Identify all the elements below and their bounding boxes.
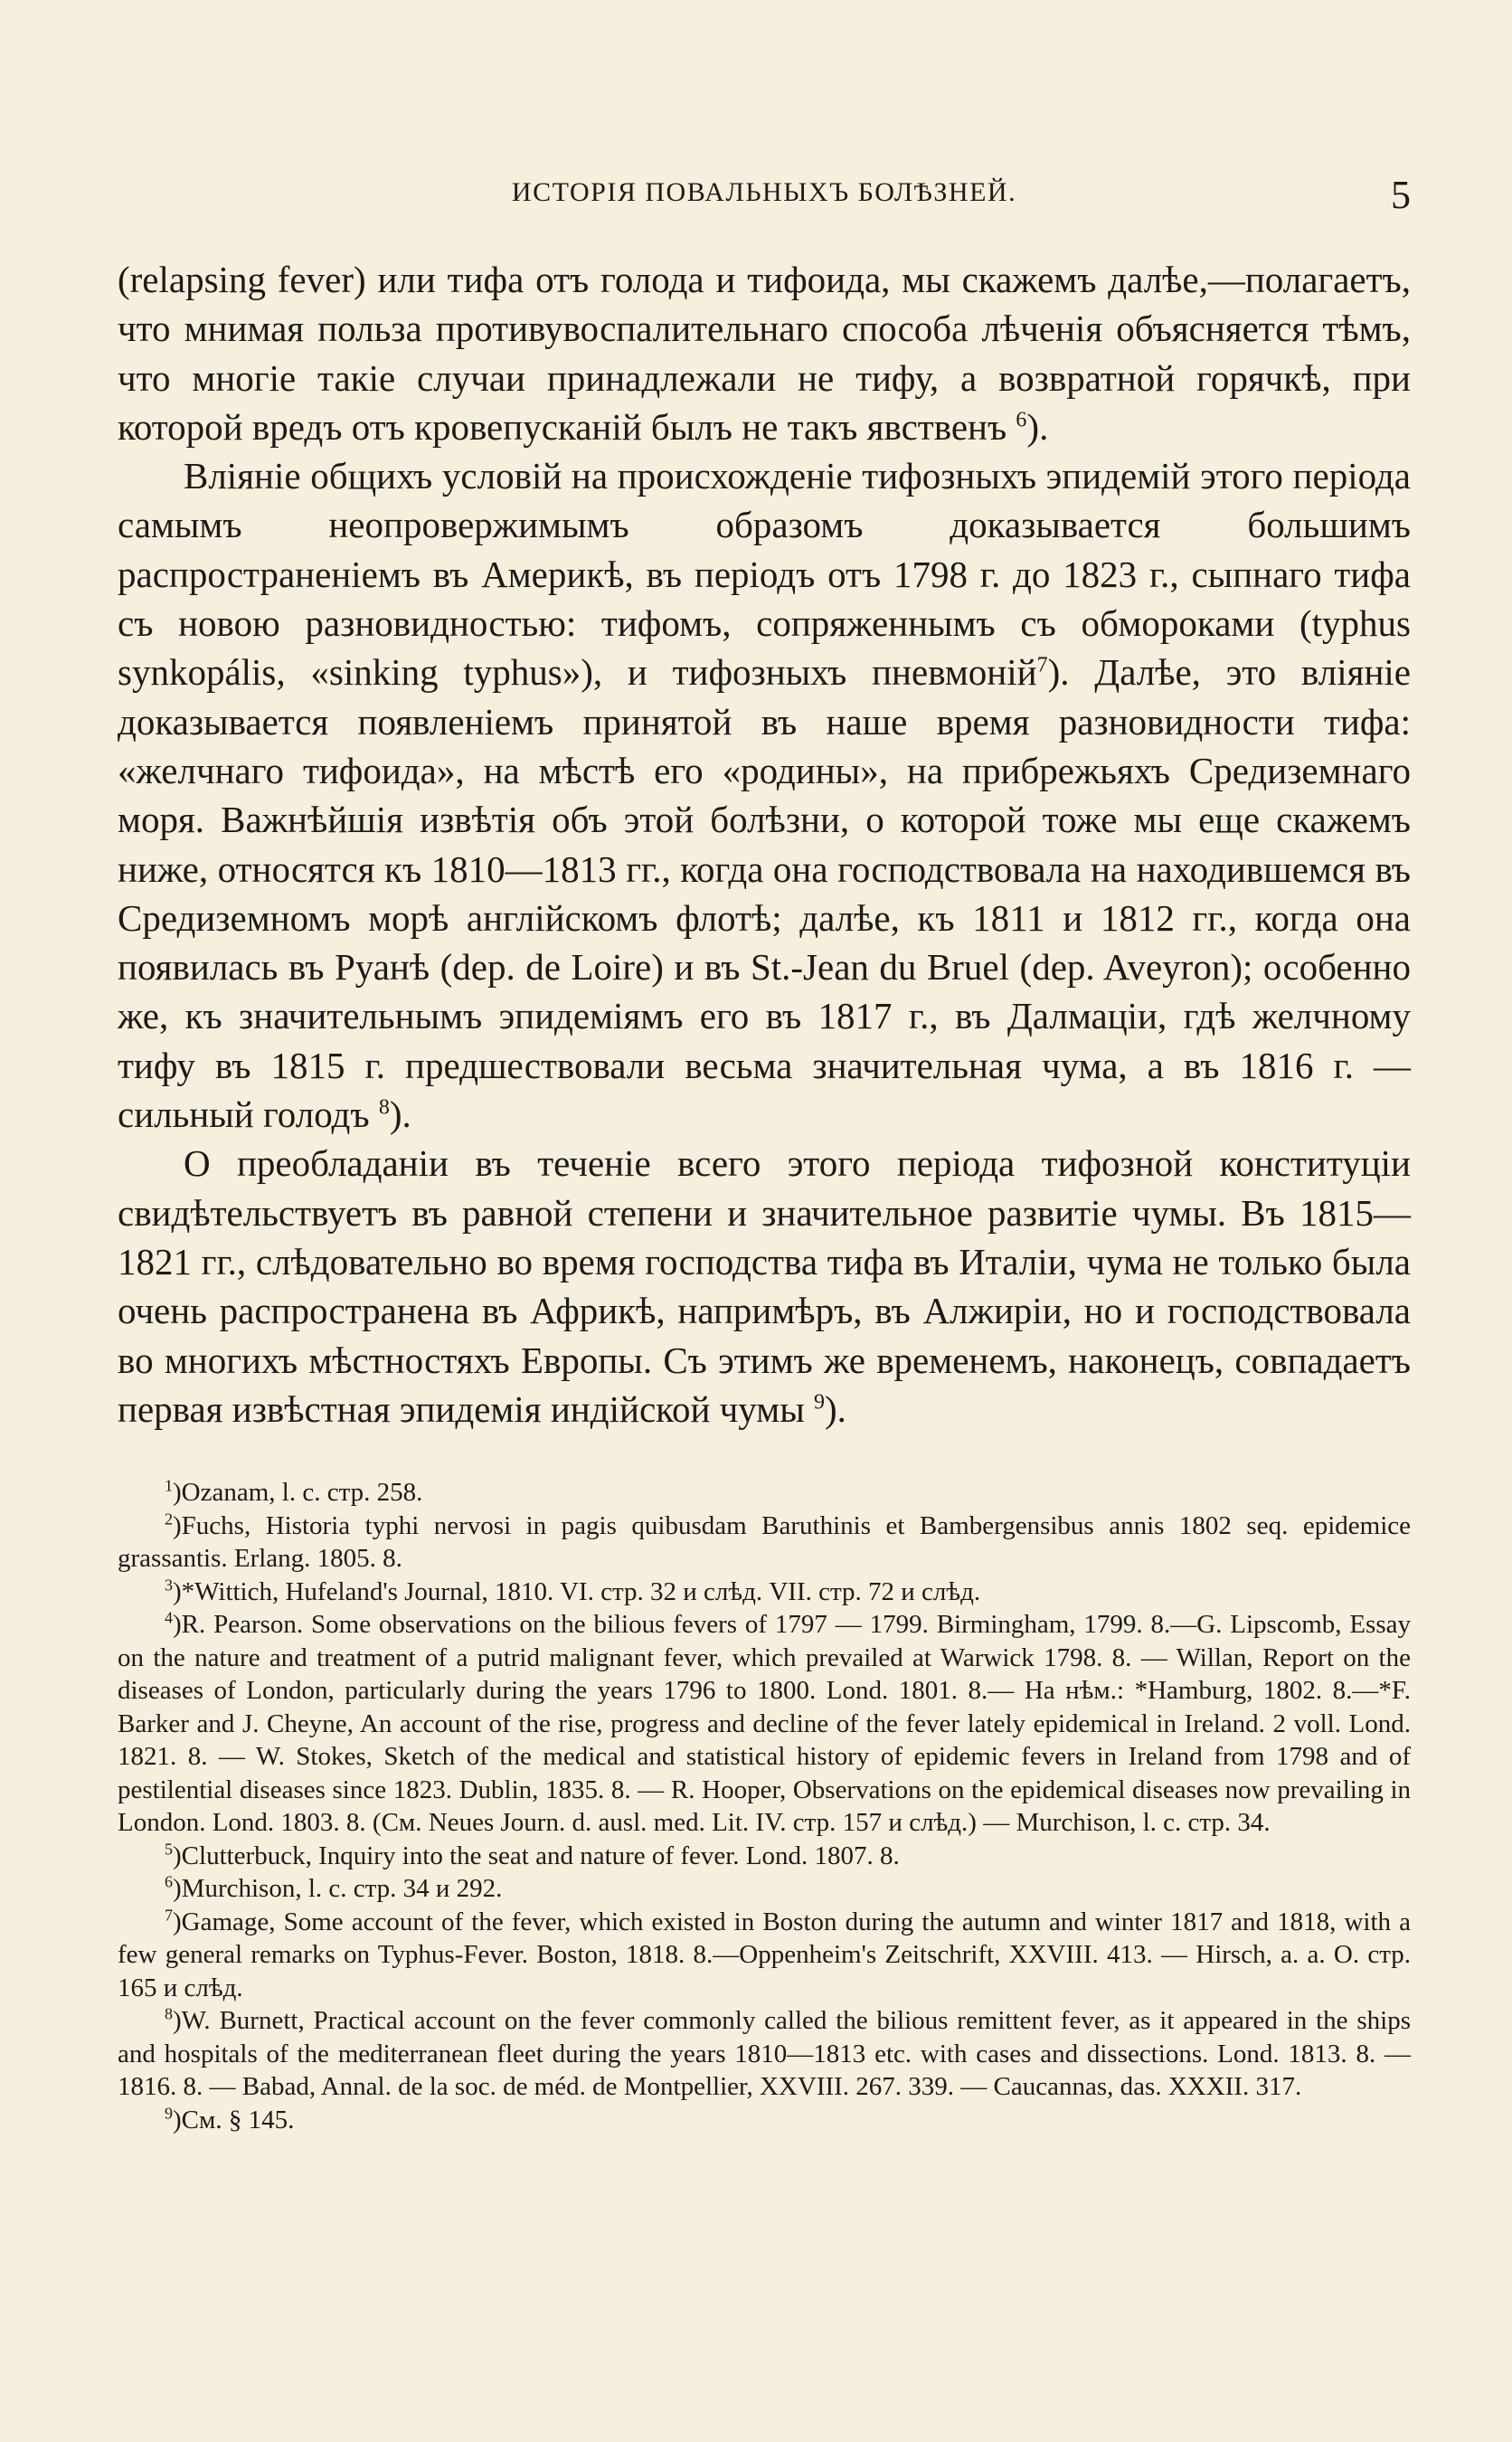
paragraph-text: ). bbox=[389, 1093, 411, 1136]
footnote-reference[interactable]: 6 bbox=[1016, 408, 1027, 432]
footnote-text: Fuchs, Historia typhi nervosi in pagis quibusdam Baruthinis et Bambergensibus annis 1802 seq. epidemice grassantis. Erlang. 1805. 8. bbox=[118, 1510, 1411, 1573]
paragraph-text: О преобладаніи въ теченіе всего этого періода тифозной конституціи свидѣтельствуетъ въ равной степени и значительное развитіе чумы. Въ 1815—1821 гг., слѣдовательно во время господства тифа въ Италіи, чума не только была очень распространена въ Африкѣ, напримѣръ, въ Алжиріи, но и господствовала во многихъ мѣстностяхъ Европы. Съ этимъ же временемъ, наконецъ, совпадаетъ первая извѣстная эпидемія индійской чумы bbox=[118, 1142, 1411, 1430]
footnote-number: 1 bbox=[165, 1476, 173, 1495]
running-title: ИСТОРІЯ ПОВАЛЬНЫХЪ БОЛѢЗНЕЙ. bbox=[511, 177, 1017, 207]
page-number: 5 bbox=[1391, 173, 1411, 217]
footnote-text: Gamage, Some account of the fever, which existed in Boston during the autumn and winter 1817 and 1818, with a few general remarks on Typhus-Fever. Boston, 1818. 8.—Oppenheim's Zeitschrift, XXVIII. 413. — Hirsch, a. a. O. стр. 165 и слѣд. bbox=[118, 1907, 1411, 2002]
footnote-number: 9 bbox=[165, 2103, 173, 2122]
footnote-number: 4 bbox=[165, 1608, 173, 1627]
footnote-number: 3 bbox=[165, 1575, 173, 1594]
footnote bbox=[118, 1476, 1411, 1510]
footnote bbox=[118, 1906, 1411, 2005]
paragraph-text: ). Далѣе, это вліяніе доказывается появленіемъ принятой въ наше время разновидности тифа: «желчнаго тифоида», на мѣстѣ его «родины», на прибрежьяхъ Средиземнаго моря. Важнѣйшія извѣтія объ этой болѣзни, о которой тоже мы еще скажемъ ниже, относятся къ 1810—1813 гг., когда она господствовала на находившемся въ Средиземномъ морѣ англійскомъ флотѣ; далѣе, къ 1811 и 1812 гг., когда она появилась въ Руанѣ (dep. de Loire) и въ St.-Jean du Bruel (dep. Aveyron); особенно же, къ значительнымъ эпидеміямъ его въ 1817 г., въ Далмаціи, гдѣ желчному тифу въ 1815 г. предшествовали весьма значительная чума, а въ 1816 г. — сильный голодъ bbox=[118, 651, 1411, 1136]
footnote-marker: $^7$) bbox=[165, 1905, 182, 1936]
paragraph bbox=[118, 451, 1411, 1139]
footnote-number: 6 bbox=[165, 1872, 173, 1891]
paragraph-text: ). bbox=[825, 1387, 846, 1430]
paragraph-text: ). bbox=[1026, 405, 1049, 448]
footnote-text: Ozanam, l. c. стр. 258. bbox=[181, 1478, 423, 1507]
footnote-marker: $^5$) bbox=[165, 1839, 182, 1870]
footnote-reference[interactable]: 7 bbox=[1036, 653, 1048, 677]
paragraph-text: Вліяніе общихъ условій на происхожденіе тифозныхъ эпидемій этого періода самымъ неопровержимымъ образомъ доказывается большимъ распространеніемъ въ Америкѣ, въ періодъ отъ 1798 г. до 1823 г., сыпнаго тифа съ новою разновидностью: тифомъ, сопряженнымъ съ обмороками (typhus synkopális, «sinking typhus»), и тифозныхъ пневмоній bbox=[118, 455, 1411, 694]
footnote-marker: $^6$) bbox=[165, 1872, 182, 1903]
page-header bbox=[118, 172, 1411, 217]
footnote bbox=[118, 2104, 1411, 2137]
footnote-text: Clutterbuck, Inquiry into the seat and nature of fever. Lond. 1807. 8. bbox=[181, 1841, 900, 1870]
footnote-text: W. Burnett, Practical account on the fever commonly called the bilious remittent fever, as it appeared in the ships and hospitals of the mediterranean fleet during the years 1810—1813 etc. with cases and dissections. Lond. 1813. 8. — 1816. 8. — Babad, Annal. de la soc. de méd. de Montpellier, XXVIII. 267. 339. — Caucannas, das. XXXII. 317. bbox=[118, 2006, 1411, 2101]
main-text bbox=[118, 255, 1411, 1434]
footnote-marker: $^2$) bbox=[165, 1509, 182, 1540]
footnote bbox=[118, 1872, 1411, 1906]
footnote-marker: $^8$) bbox=[165, 2004, 182, 2035]
footnote bbox=[118, 1510, 1411, 1576]
footnote bbox=[118, 2004, 1411, 2104]
footnote-marker: $^4$) bbox=[165, 1608, 182, 1639]
footnote-text: *Wittich, Hufeland's Journal, 1810. VI. стр. 32 и слѣд. VII. стр. 72 и слѣд. bbox=[181, 1576, 981, 1606]
paragraph bbox=[118, 1139, 1411, 1434]
footnote-reference[interactable]: 8 bbox=[378, 1095, 390, 1120]
footnote-number: 7 bbox=[165, 1905, 173, 1924]
paragraph-text: (relapsing fever) или тифа отъ голода и тифоида, мы скажемъ далѣе,—полагаетъ, что мнимая польза противувоспалительнаго способа лѣченія объясняется тѣмъ, что многіе такіе случаи принадлежали не тифу, а возвратной горячкѣ, при которой вредъ отъ кровепусканій былъ не такъ явственъ bbox=[118, 259, 1411, 448]
footnote-text: Murchison, l. c. стр. 34 и 292. bbox=[181, 1874, 503, 1903]
footnote bbox=[118, 1840, 1411, 1873]
footnote-marker: $^1$) bbox=[165, 1476, 182, 1507]
footnote-number: 2 bbox=[165, 1509, 173, 1528]
footnote-reference[interactable]: 9 bbox=[814, 1390, 825, 1415]
footnote bbox=[118, 1608, 1411, 1840]
footnote-number: 8 bbox=[165, 2004, 173, 2023]
footnote-marker: $^3$) bbox=[165, 1575, 182, 1606]
footnotes bbox=[118, 1476, 1411, 2136]
paragraph bbox=[118, 255, 1411, 451]
footnote-number: 5 bbox=[165, 1839, 173, 1858]
footnote bbox=[118, 1576, 1411, 1609]
footnote-marker: $^9$) bbox=[165, 2103, 182, 2134]
footnote-text: См. § 145. bbox=[181, 2105, 295, 2134]
footnote-text: R. Pearson. Some observations on the bilious fevers of 1797 — 1799. Birmingham, 1799. 8.—G. Lipscomb, Essay on the nature and treatment of a putrid malignant fever, which prevailed at Warwick 1798. 8. — Willan, Report on the diseases of London, particularly during the years 1796 to 1800. Lond. 1801. 8.— На нѣм.: *Hamburg, 1802. 8.—*F. Barker and J. Cheyne, An account of the rise, progress and decline of the fever lately epidemical in Ireland. 2 voll. Lond. 1821. 8. — W. Stokes, Sketch of the medical and statistical history of epidemic fevers in Ireland from 1798 and of pestilential diseases since 1823. Dublin, 1835. 8. — R. Hooper, Observations on the epidemical diseases now prevailing in London. Lond. 1803. 8. (См. Neues Journ. d. ausl. med. Lit. IV. стр. 157 и слѣд.) — Murchison, l. c. стр. 34. bbox=[118, 1610, 1411, 1837]
